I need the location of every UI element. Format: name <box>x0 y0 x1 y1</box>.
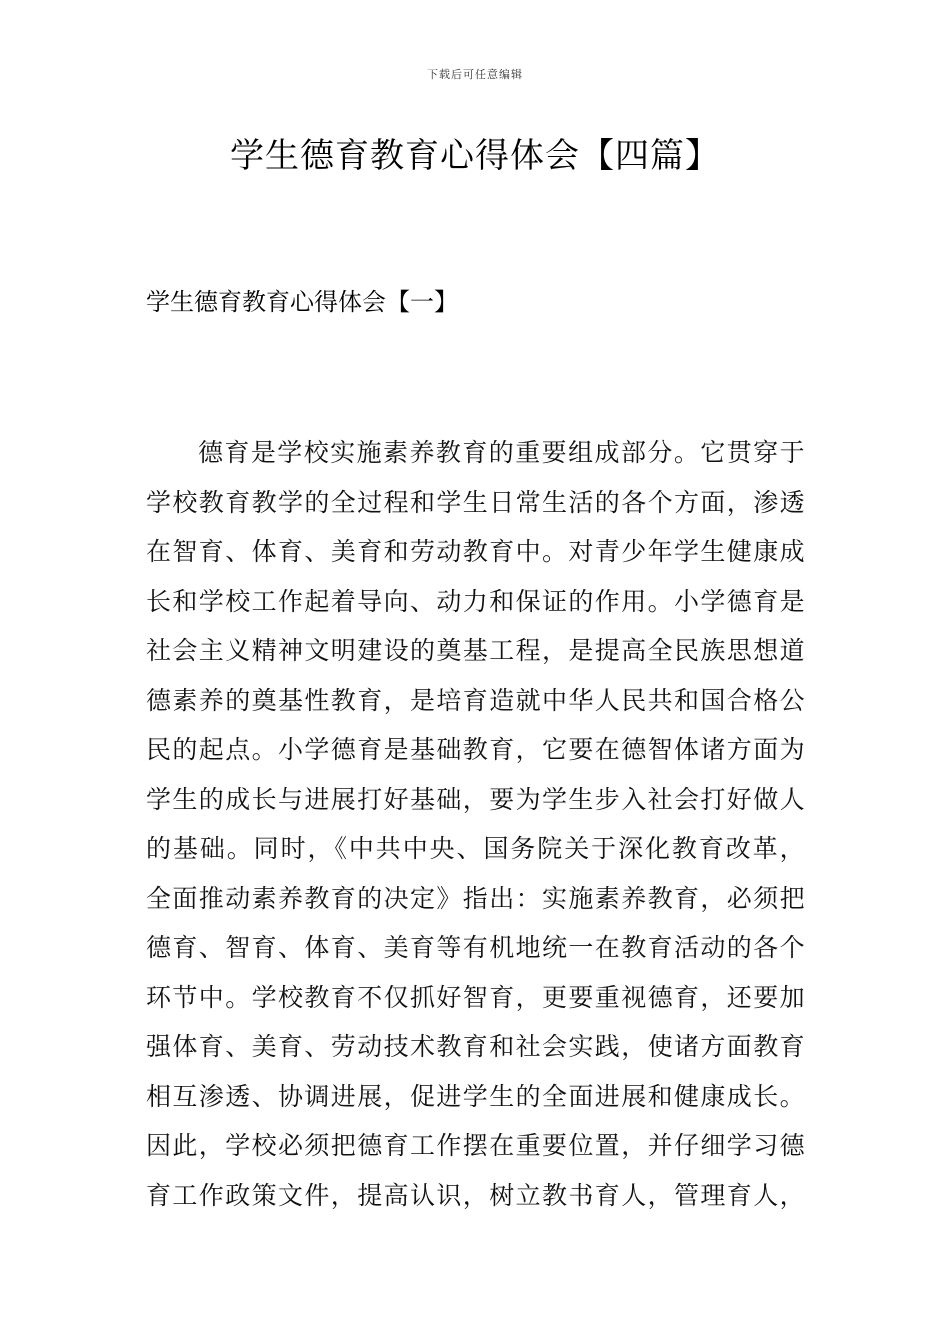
page-header-note: 下载后可任意编辑 <box>427 68 523 81</box>
section-heading: 学生德育教育心得体会【一】 <box>146 288 458 316</box>
document-title: 学生德育教育心得体会【四篇】 <box>230 136 720 176</box>
body-paragraph: 德育是学校实施素养教育的重要组成部分。它贯穿于学校教育教学的全过程和学生日常生活的各个方面，渗透在智育、体育、美育和劳动教育中。对青少年学生健康成长和学校工作起着导向、动力和保证的作用。小学德育是社会主义精神文明建设的奠基工程，是提高全民族思想道德素养的奠基性教育，是培育造就中华人民共和国合格公民的起点。小学德育是基础教育，它要在德智体诸方面为学生的成长与进展打好基础，要为学生步入社会打好做人的基础。同时，《中共中央、国务院关于深化教育改革，全面推动素养教育的决定》指出：实施素养教育，必须把德育、智育、体育、美育等有机地统一在教育活动的各个环节中。学校教育不仅抓好智育，更要重视德育，还要加强体育、美育、劳动技术教育和社会实践，使诸方面教育相互渗透、协调进展，促进学生的全面进展和健康成长。因此，学校必须把德育工作摆在重要位置，并仔细学习德育工作政策文件，提高认识，树立教书育人，管理育人， <box>146 438 807 1210</box>
